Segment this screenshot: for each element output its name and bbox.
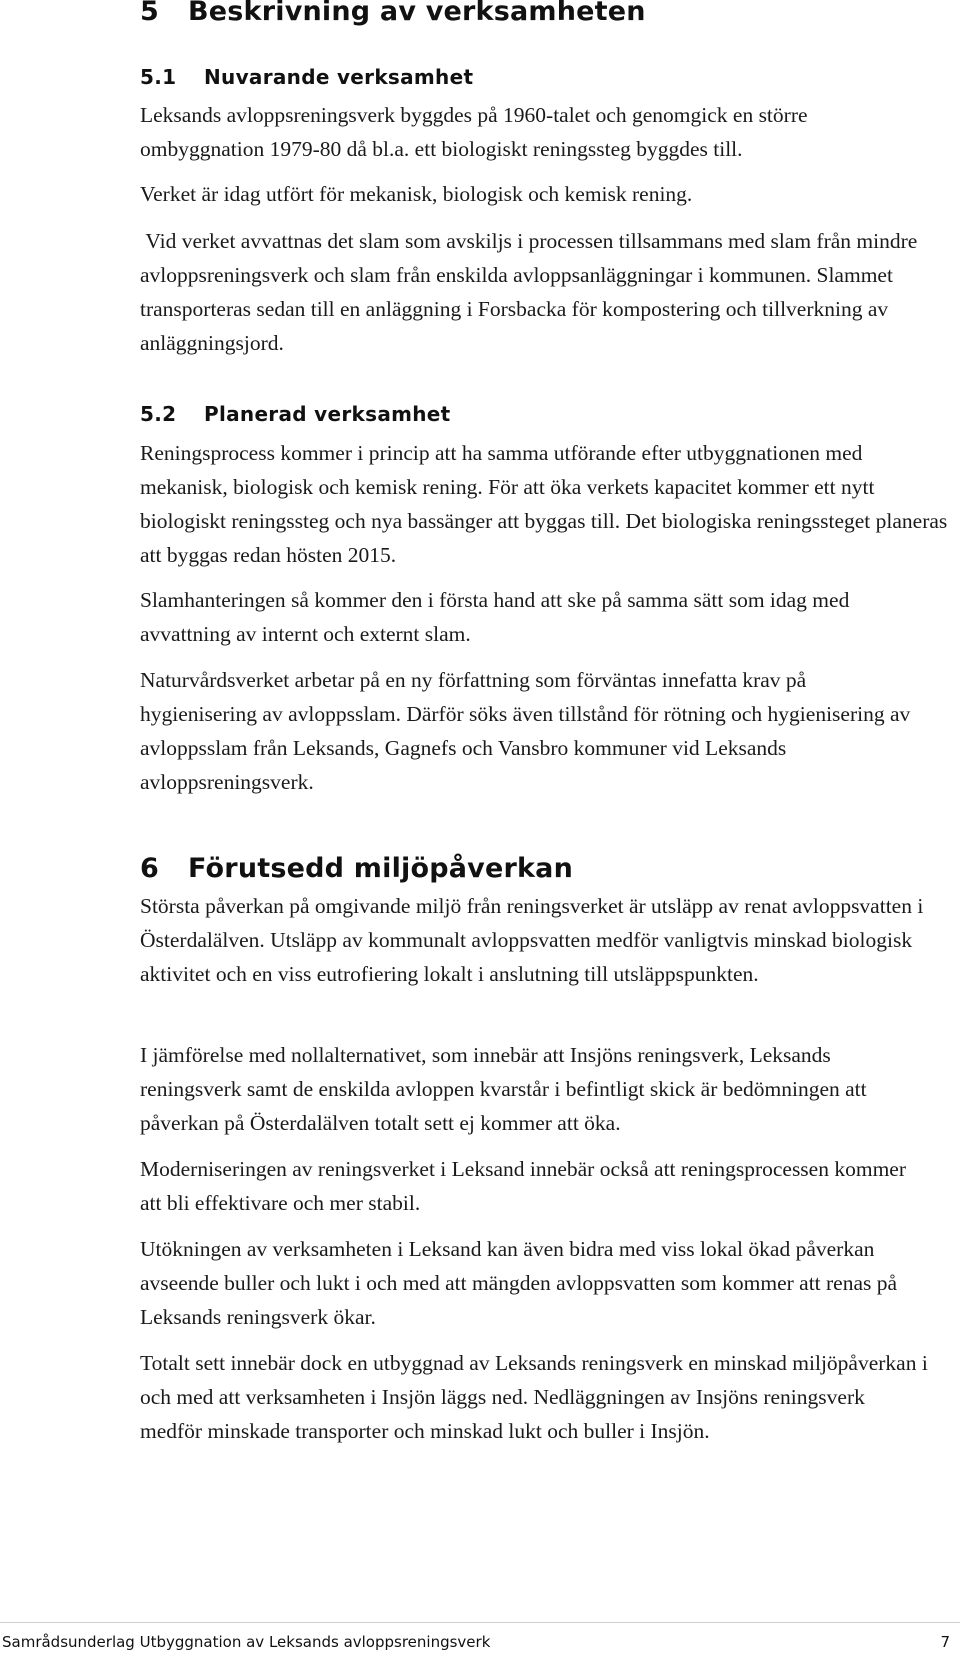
footer-document-title: Samrådsunderlag Utbyggnation av Leksands avloppsreningsverk — [2, 1633, 491, 1651]
paragraph-5-1-c: Vid verket avvattnas det slam som avskiljs i processen tillsammans med slam från mindre avloppsreningsverk och slam från enskilda avloppsanläggningar i kommunen. Slammet transporteras sedan till en anläggning i Forsbacka för kompostering och tillverkning av anläggningsjord. — [140, 229, 923, 355]
paragraph-5-2-b: Slamhanteringen så kommer den i första hand att ske på samma sätt som idag med avvattning av internt och externt slam. — [140, 588, 850, 646]
paragraph-5-2-a: Reningsprocess kommer i princip att ha samma utförande efter utbyggnationen med mekanisk, biologisk och kemisk rening. För att öka verkets kapacitet kommer ett nytt biologiskt reningssteg och nya bassänger att byggas till. Det biologiska reningssteget planeras att byggas redan hösten 2015. — [140, 441, 948, 567]
paragraph-5-1-b: Verket är idag utfört för mekanisk, biologisk och kemisk rening. — [140, 182, 693, 206]
paragraph-6-e: Totalt sett innebär dock en utbyggnad av Leksands reningsverk en minskad miljöpåverkan i och med att verksamheten i Insjön läggs ned. Nedläggningen av Insjöns reningsverk medför minskade transporter och minskad lukt och buller i Insjön. — [140, 1351, 928, 1443]
section-5-1-number: 5.1 — [140, 65, 177, 89]
section-5-1-heading — [140, 67, 473, 87]
section-6-heading — [140, 855, 573, 882]
footer-page-number: 7 — [940, 1633, 950, 1651]
section-5-1-title: Nuvarande verksamhet — [204, 65, 474, 89]
section-5-2-title: Planerad verksamhet — [204, 402, 451, 426]
section-5-2-heading — [140, 404, 451, 424]
paragraph-6-c: Moderniseringen av reningsverket i Leksand innebär också att reningsprocessen kommer att bli effektivare och mer stabil. — [140, 1157, 906, 1215]
page-footer — [0, 1622, 960, 1655]
section-6-number: 6 — [140, 853, 159, 884]
section-5-number: 5 — [140, 0, 159, 27]
section-5-2-number: 5.2 — [140, 402, 177, 426]
paragraph-5-2-c: Naturvårdsverket arbetar på en ny författning som förväntas innefatta krav på hygienisering av avloppsslam. Därför söks även tillstånd för rötning och hygienisering av avloppsslam från Leksands, Gagnefs och Vansbro kommuner vid Leksands avloppsreningsverk. — [140, 668, 911, 794]
section-5-heading — [140, 0, 646, 25]
paragraph-6-d: Utökningen av verksamheten i Leksand kan även bidra med viss lokal ökad påverkan avseende buller och lukt i och med att mängden avloppsvatten som kommer att renas på Leksands reningsverk ökar. — [140, 1237, 898, 1329]
section-5-title: Beskrivning av verksamheten — [188, 0, 646, 27]
paragraph-6-a: Största påverkan på omgivande miljö från reningsverket är utsläpp av renat avloppsvatten i Österdalälven. Utsläpp av kommunalt avloppsvatten medför vanligtvis minskad biologisk aktivitet och en viss eutrofiering lokalt i anslutning till utsläppspunkten. — [140, 894, 924, 986]
paragraph-5-1-a: Leksands avloppsreningsverk byggdes på 1960-talet och genomgick en större ombyggnation 1979-80 då bl.a. ett biologiskt reningssteg byggdes till. — [140, 103, 808, 161]
section-6-title: Förutsedd miljöpåverkan — [188, 853, 573, 884]
paragraph-6-b: I jämförelse med nollalternativet, som innebär att Insjöns reningsverk, Leksands reningsverk samt de enskilda avloppen kvarstår i befintligt skick är bedömningen att påverkan på Österdalälven totalt sett ej kommer att öka. — [140, 1043, 867, 1135]
